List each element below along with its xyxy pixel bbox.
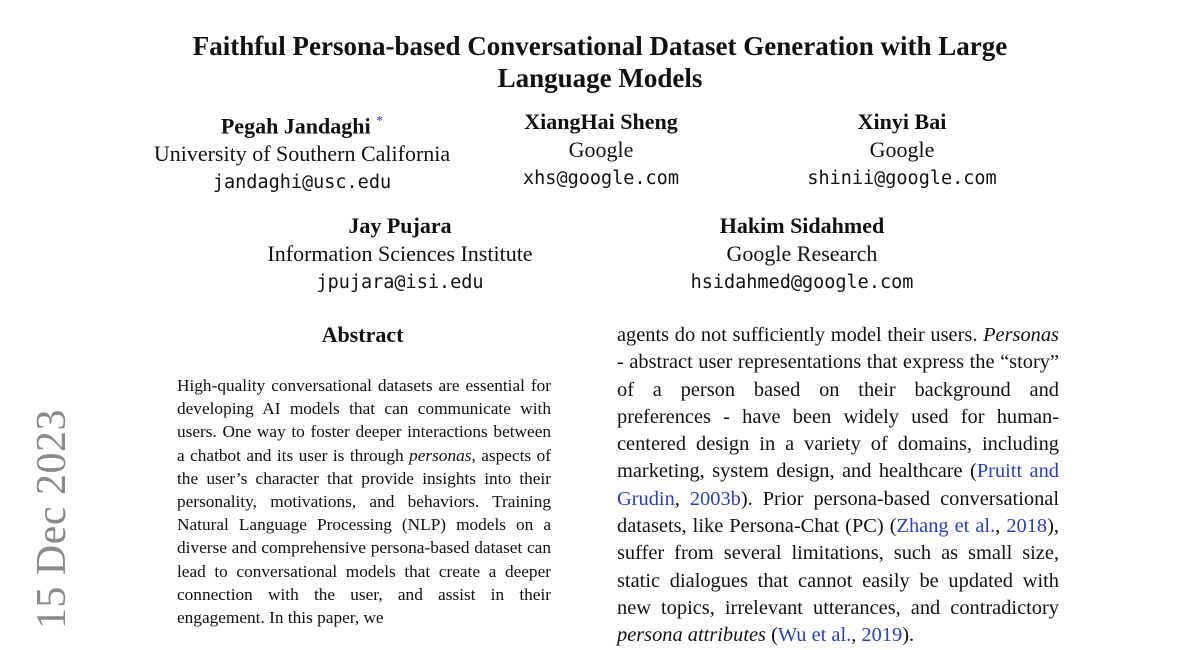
author-email: shinii@google.com <box>807 168 997 189</box>
author-affiliation: Google Research <box>726 241 878 266</box>
author-email: xhs@google.com <box>523 168 679 189</box>
author-affiliation: Google <box>869 137 935 162</box>
emphasis-persona-attributes: persona attributes <box>617 624 766 647</box>
author-name: XiangHai Sheng <box>524 109 678 134</box>
citation-pruitt-year[interactable]: 2003b <box>689 487 741 510</box>
author-name: Xinyi Bai <box>857 109 947 134</box>
abstract-text: High-quality conversational datasets are essential for developing AI models that can communicate with users. One way to foster deeper interactions between a chatbot and its user is through personas, aspects of the user’s character that provide insights into their personality, motivations, and behaviors. Training Natural Language Processing (NLP) models on a diverse and comprehensive persona-based dataset can lead to conversational models that create a deeper connection with the user, and assist in their engagement. In this paper, we <box>177 376 551 628</box>
footnote-marker[interactable]: * <box>376 114 384 129</box>
citation-wu-year[interactable]: 2019 <box>861 624 903 647</box>
author-affiliation: Google <box>568 137 634 162</box>
author-affiliation: University of Southern California <box>153 141 451 167</box>
author-block-pujara <box>220 212 580 298</box>
abstract-heading: Abstract <box>321 322 404 347</box>
author-block-bai <box>722 108 1082 194</box>
citation-pruitt[interactable]: Pruitt and Grudin <box>617 460 1059 510</box>
author-email: jpujara@isi.edu <box>316 272 484 293</box>
arxiv-date-stamp <box>22 408 82 630</box>
citation-zhang[interactable]: Zhang et al. <box>896 515 996 538</box>
introduction-column: agents do not sufficiently model their users. Personas - abstract user representations that express the “story” of a person based on their background and preferences - have been widely used for human-centered design in a variety of domains, including marketing, system design, and healthcare (Pruitt and Grudin, 2003b). Prior persona-based conversational datasets, like Persona-Chat (PC) (Zhang et al., 2018), suffer from several limitations, such as small size, static dialogues that cannot easily be updated with new topics, irrelevant utterances, and contradictory persona attributes (Wu et al., 2019). <box>617 324 1059 647</box>
citation-wu[interactable]: Wu et al. <box>777 624 852 647</box>
citation-zhang-year[interactable]: 2018 <box>1006 515 1048 538</box>
author-name: Pegah Jandaghi * <box>220 113 384 139</box>
author-affiliation: Information Sciences Institute <box>267 241 533 266</box>
emphasis-personas: Personas <box>983 324 1059 346</box>
author-email: jandaghi@usc.edu <box>212 172 392 194</box>
author-name: Hakim Sidahmed <box>719 213 885 238</box>
abstract-emphasis: personas <box>409 445 472 465</box>
author-email: hsidahmed@google.com <box>690 272 914 293</box>
author-name: Jay Pujara <box>348 213 452 238</box>
arxiv-date-text: 15 Dec 2023 <box>29 408 75 630</box>
paper-title: Faithful Persona-based Conversational Dataset Generation with Large Language Models <box>192 31 1008 93</box>
author-block-sidahmed <box>622 212 982 298</box>
